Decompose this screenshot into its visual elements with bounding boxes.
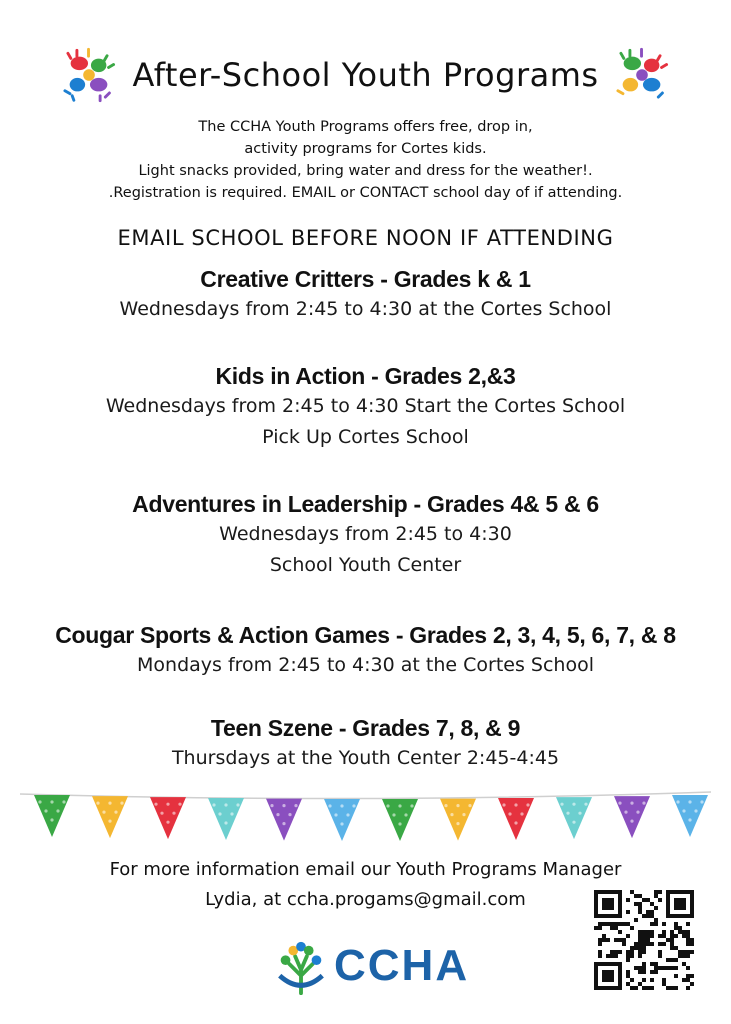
- colorful-hands-icon: [613, 46, 671, 104]
- program-schedule: Thursdays at the Youth Center 2:45-4:45: [171, 747, 560, 769]
- ccha-logo-text: CCHA: [334, 941, 470, 990]
- program-adventures-in-leadership: [0, 489, 731, 581]
- program-title: Teen Szene - Grades 7, 8, & 9: [210, 715, 521, 741]
- program-title: Creative Critters - Grades k & 1: [200, 266, 531, 292]
- ccha-logo: [272, 934, 492, 998]
- program-title: Cougar Sports & Action Games - Grades 2, 3, 4, 5, 6, 7, & 8: [55, 622, 676, 648]
- intro-line: .Registration is required. EMAIL or CONTACT school day of if attending.: [108, 185, 623, 201]
- program-schedule: Wednesdays from 2:45 to 4:30 Start the Cortes School: [105, 395, 626, 417]
- program-teen-szene: [0, 713, 731, 774]
- intro-line: activity programs for Cortes kids.: [244, 141, 487, 157]
- title-row: [0, 40, 731, 110]
- bunting-decoration: [0, 788, 731, 858]
- program-pickup: Pick Up Cortes School: [262, 426, 469, 448]
- program-kids-in-action: [0, 361, 731, 453]
- ccha-tree-hands-logo-icon: [272, 937, 330, 995]
- program-schedule: Mondays from 2:45 to 4:30 at the Cortes School: [137, 654, 594, 676]
- intro-line: The CCHA Youth Programs offers free, drop in,: [198, 119, 533, 135]
- intro-text: [0, 116, 731, 204]
- colorful-hands-icon: [60, 46, 118, 104]
- program-cougar-sports: [0, 620, 731, 681]
- page-title: After-School Youth Programs: [132, 56, 599, 94]
- program-location: School Youth Center: [269, 554, 462, 576]
- program-schedule: Wednesdays from 2:45 to 4:30 at the Cortes School: [119, 298, 612, 320]
- qr-code-icon[interactable]: [594, 890, 694, 990]
- program-title: Kids in Action - Grades 2,&3: [215, 363, 516, 389]
- intro-line: Light snacks provided, bring water and dress for the weather!.: [138, 163, 593, 179]
- notice-banner: EMAIL SCHOOL BEFORE NOON IF ATTENDING: [117, 226, 614, 250]
- program-title: Adventures in Leadership - Grades 4& 5 & 6: [132, 491, 599, 517]
- contact-line: For more information email our Youth Programs Manager: [109, 859, 622, 880]
- contact-email-line: Lydia, at ccha.progams@gmail.com: [205, 889, 526, 910]
- program-schedule: Wednesdays from 2:45 to 4:30: [219, 523, 512, 545]
- program-creative-critters: [0, 264, 731, 325]
